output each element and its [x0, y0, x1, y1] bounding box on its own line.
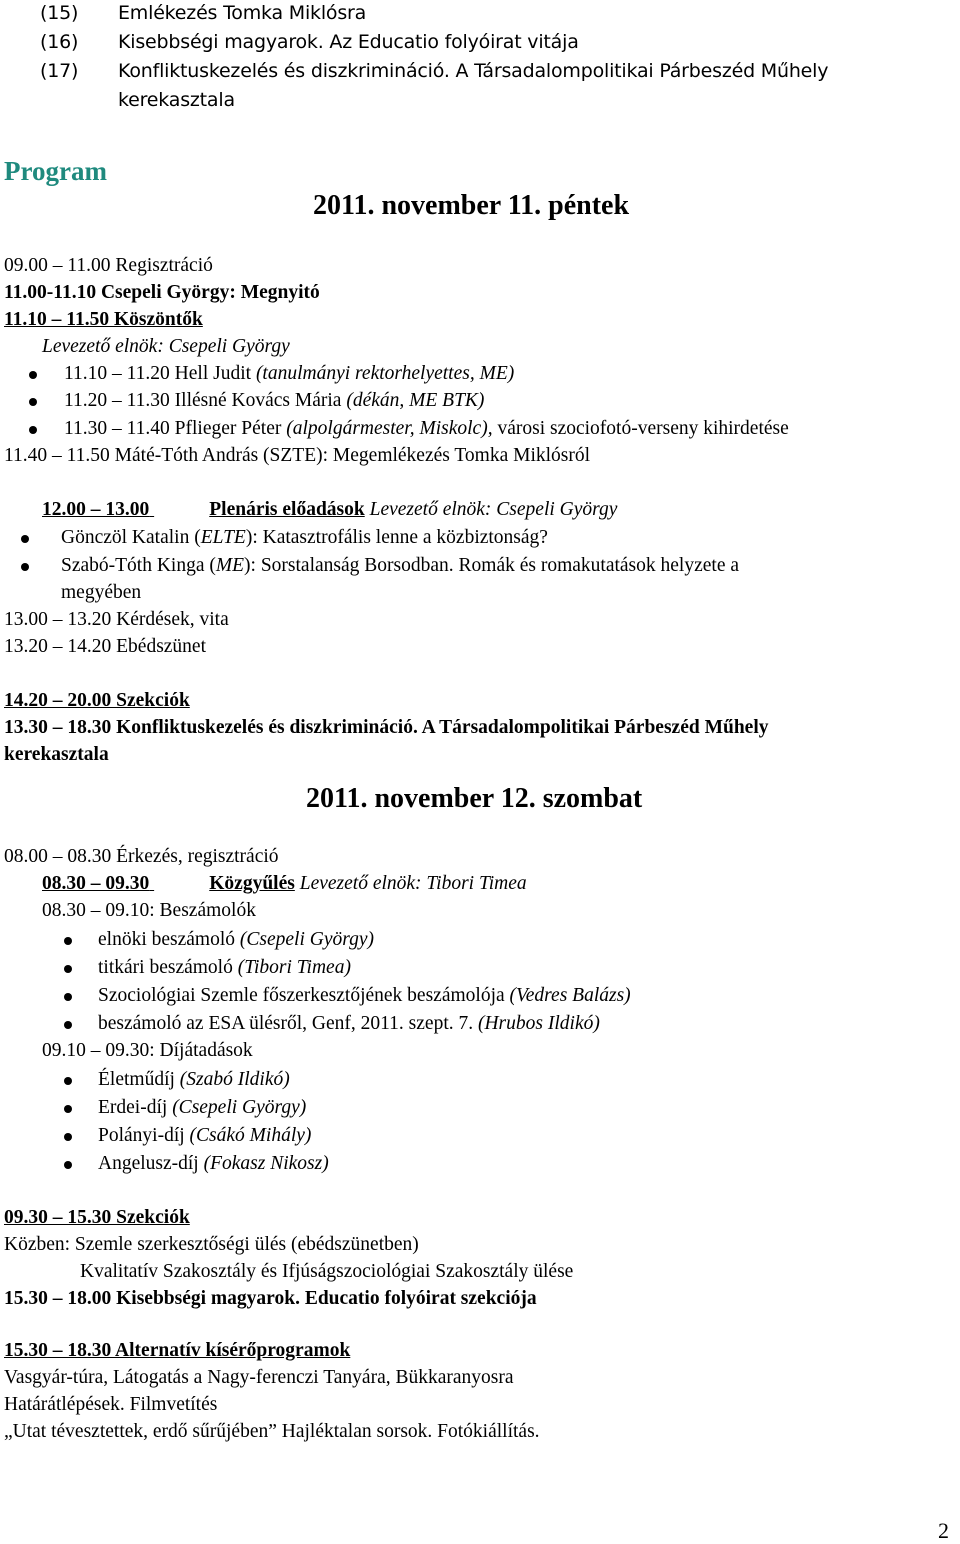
bullet-icon — [64, 1077, 72, 1085]
greeting-3: 11.30 – 11.40 Pflieger Péter (alpolgármester, Miskolc), városi szociofotó-verseny kihirdetése — [64, 418, 789, 439]
bullet-icon — [64, 1105, 72, 1113]
list-item-16: Kisebbségi magyarok. Az Educatio folyóirat vitája — [118, 31, 579, 53]
plenary-talk-2-cont: megyében — [61, 582, 142, 603]
award-item: Életműdíj (Szabó Ildikó) — [98, 1069, 290, 1090]
day1-questions: 13.00 – 13.20 Kérdések, vita — [4, 609, 229, 630]
day1-roundtable: 13.30 – 18.30 Konfliktuskezelés és diszkrimináció. A Társadalompolitikai Párbeszéd Műhely — [4, 717, 769, 738]
day1-lunch: 13.20 – 14.20 Ebédszünet — [4, 636, 207, 657]
greeting-1: 11.10 – 11.20 Hell Judit (tanulmányi rektorhelyettes, ME) — [64, 363, 515, 384]
list-num-16: (16) — [40, 31, 79, 53]
program-heading: Program — [4, 156, 107, 186]
day2-date: 2011. november 12. szombat — [306, 783, 643, 814]
alt-program-2: Határátlépések. Filmvetítés — [4, 1394, 218, 1415]
day1-date: 2011. november 11. péntek — [313, 190, 630, 221]
bullet-icon — [64, 1133, 72, 1141]
award-item: Polányi-díj (Csákó Mihály) — [98, 1125, 312, 1146]
day2-meanwhile-cont: Kvalitatív Szakosztály és Ifjúságszociológiai Szakosztály ülése — [80, 1261, 574, 1282]
day2-arrival: 08.00 – 08.30 Érkezés, regisztráció — [4, 846, 279, 867]
day1-chair: Levezető elnök: Csepeli György — [42, 336, 290, 357]
bullet-icon — [21, 563, 29, 571]
day1-greetings: 11.10 – 11.50 Köszöntők — [4, 309, 203, 330]
day2-alt-programs: 15.30 – 18.30 Alternatív kísérőprogramok — [4, 1340, 351, 1361]
day1-registration: 09.00 – 11.00 Regisztráció — [4, 255, 213, 276]
report-item: Szociológiai Szemle főszerkesztőjének beszámolója (Vedres Balázs) — [98, 985, 631, 1006]
bullet-icon — [64, 965, 72, 973]
bullet-icon — [64, 993, 72, 1001]
bullet-icon — [64, 1161, 72, 1169]
award-item: Angelusz-díj (Fokasz Nikosz) — [98, 1153, 329, 1174]
bullet-icon — [29, 398, 37, 406]
report-item: elnöki beszámoló (Csepeli György) — [98, 929, 375, 950]
reports-heading: 08.30 – 09.10: Beszámolók — [42, 900, 256, 921]
list-item-15: Emlékezés Tomka Miklósra — [118, 2, 367, 24]
day1-opening: 11.00-11.10 Csepeli György: Megnyitó — [4, 282, 320, 303]
day2-meanwhile: Közben: Szemle szerkesztőségi ülés (ebédszünetben) — [4, 1234, 419, 1255]
greeting-2: 11.20 – 11.30 Illésné Kovács Mária (dékán, ME BTK) — [64, 390, 485, 411]
list-item-17: Konfliktuskezelés és diszkrimináció. A Társadalompolitikai Párbeszéd Műhely — [118, 60, 829, 82]
day2-minority-section: 15.30 – 18.00 Kisebbségi magyarok. Educatio folyóirat szekciója — [4, 1288, 537, 1309]
bullet-icon — [29, 426, 37, 434]
alt-program-3: „Utat tévesztettek, erdő sűrűjében” Hajléktalan sorsok. Fotókiállítás. — [4, 1421, 540, 1442]
plenary-line: 12.00 – 13.00 Plenáris előadások Levezető elnök: Csepeli György — [42, 499, 618, 520]
plenary-talk-1: Gönczöl Katalin (ELTE): Katasztrofális lenne a közbiztonság? — [61, 527, 548, 548]
bullet-icon — [64, 937, 72, 945]
day1-sections: 14.20 – 20.00 Szekciók — [4, 690, 190, 711]
award-item: Erdei-díj (Csepeli György) — [98, 1097, 307, 1118]
assembly-line: 08.30 – 09.30 Közgyűlés Levezető elnök: Tibori Timea — [42, 873, 527, 894]
bullet-icon — [21, 535, 29, 543]
bullet-icon — [64, 1021, 72, 1029]
awards-heading: 09.10 – 09.30: Díjátadások — [42, 1040, 253, 1061]
page-number: 2 — [938, 1518, 949, 1543]
report-item: beszámoló az ESA ülésről, Genf, 2011. szept. 7. (Hrubos Ildikó) — [98, 1013, 600, 1034]
list-num-15: (15) — [40, 2, 79, 24]
alt-program-1: Vasgyár-túra, Látogatás a Nagy-ferenczi Tanyára, Bükkaranyosra — [4, 1367, 514, 1388]
day2-sections: 09.30 – 15.30 Szekciók — [4, 1207, 190, 1228]
list-num-17: (17) — [40, 60, 79, 82]
bullet-icon — [29, 371, 37, 379]
day1-roundtable-cont: kerekasztala — [4, 744, 109, 765]
list-item-17-cont: kerekasztala — [118, 89, 235, 111]
report-item: titkári beszámoló (Tibori Timea) — [98, 957, 351, 978]
day1-memorial: 11.40 – 11.50 Máté-Tóth András (SZTE): Megemlékezés Tomka Miklósról — [4, 445, 591, 466]
plenary-talk-2: Szabó-Tóth Kinga (ME): Sorstalanság Borsodban. Romák és romakutatások helyzete a — [61, 555, 740, 576]
